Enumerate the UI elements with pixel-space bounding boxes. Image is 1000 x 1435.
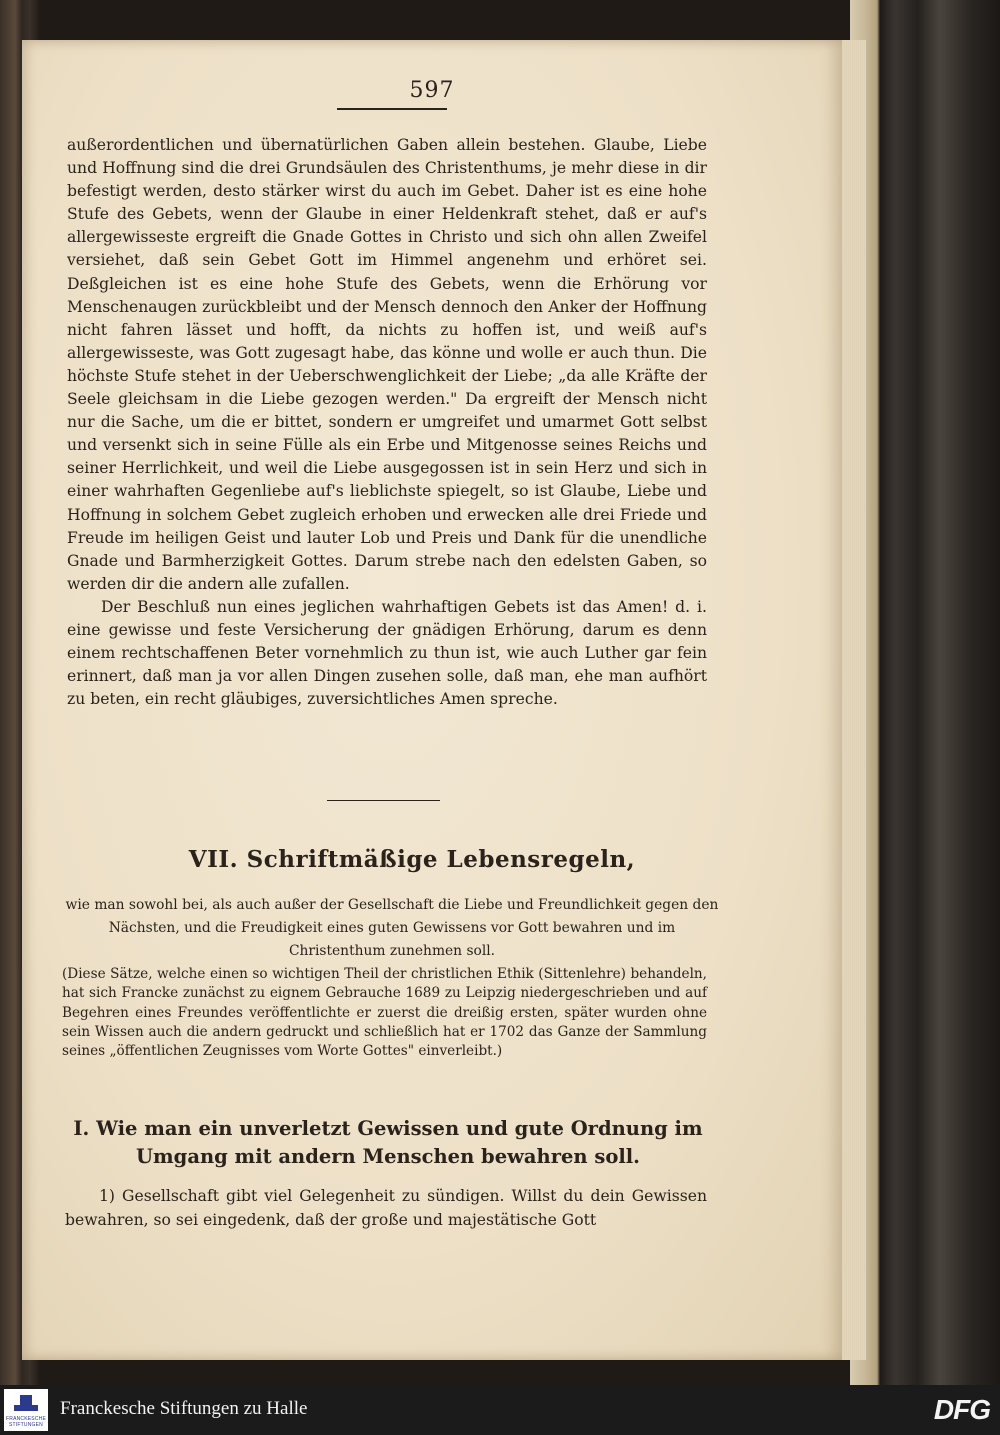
franckesche-logo-icon[interactable]	[4, 1389, 48, 1431]
book-spine	[850, 0, 1000, 1385]
body-text	[67, 134, 707, 711]
logo-mark-icon	[20, 1395, 32, 1411]
page-edges	[840, 40, 866, 1360]
paragraph-2: Der Beschluß nun eines jeglichen wahrhaftigen Gebets ist das Amen! d. i. eine gewisse und feste Versicherung der gnädigen Erhörung, darum es denn einem rechtschaffenen Beter vornehmlich zu thun ist, wie auch Luther gar fein erinnert, daß man ja vor allen Dingen zusehen solle, daß man, ehe man aufhört zu beten, ein recht gläubiges, zuversichtliches Amen spreche.	[67, 597, 707, 709]
logo-text: FRANCKESCHE STIFTUNGEN	[6, 1416, 46, 1428]
section-paragraph: 1) Gesellschaft gibt viel Gelegenheit zu sündigen. Willst du dein Gewissen bewahren, so sei eingedenk, daß der große und majestätische Gott	[65, 1187, 707, 1229]
chapter-title: VII. Schriftmäßige Lebensregeln,	[188, 846, 636, 873]
dfg-logo[interactable]: DFG	[933, 1394, 990, 1425]
page-number-rule	[337, 108, 447, 110]
page-number: 597	[409, 78, 455, 103]
viewer-footer	[0, 1385, 1000, 1435]
paragraph-1: außerordentlichen und übernatürlichen Gaben allein bestehen. Glaube, Liebe und Hoffnung sind die drei Grundsäulen des Christenthums, je mehr diese in dir befestigt werden, desto stärker wirst du auch im Gebet. Daher ist es eine hohe Stufe des Gebets, wenn der Glaube in einer Heldenkraft stehet, daß er auf's allergewisseste ergreift die Gnade Gottes in Christo und sich ohn allen Zweifel versiehet, daß sein Gebet Gott im Himmel angenehm und erhöret sei. Deßgleichen ist es eine hohe Stufe des Gebets, wenn die Erhörung vor Menschenaugen zurückbleibt und der Mensch dennoch den Anker der Hoffnung nicht fahren lässet und hofft, da nichts zu hoffen ist, und weiß auf's allergewisseste, was Gott zugesagt habe, das könne und wolle er auch thun. Die höchste Stufe stehet in der Ueberschwenglichkeit der Liebe; „da alle Kräfte der Seele gleichsam in die Liebe gezogen werden." Da ergreift der Mensch nicht nur die Sache, um die er bittet, sondern er umgreifet und umarmet Gott selbst und versenkt sich in seine Fülle als ein Erbe und Mitgenosse seines Reichs und seiner Herrlichkeit, und weil die Liebe ausgegossen ist in sein Herz und sich in einer wahrhaften Gegenliebe auf's lieblichste spiegelt, so ist Glaube, Liebe und Hoffnung in solchem Gebet zugleich erhoben und erwecken alle drei Friede und Freude im heiligen Geist und lauter Lob und Preis und Dank für die unendliche Gnade und Barmherzigkeit Gottes. Darum strebe nach den edelsten Gaben, so werden dir die andern alle zufallen.	[67, 136, 707, 593]
chapter-note: (Diese Sätze, welche einen so wichtigen Theil der christlichen Ethik (Sittenlehre) behandeln, hat sich Francke zunächst zu eignem Gebrauche 1689 zu Leipzig niedergeschrieben und auf Begehren eines Freundes veröffentlichte er zuerst die dreißig ersten, später wurden ohne sein Wissen auch die andern gedruckt und schließlich hat er 1702 das Ganze der Sammlung seines „öffentlichen Zeugnisses vom Worte Gottes" einverleibt.)	[62, 966, 707, 1060]
chapter-subtitle: wie man sowohl bei, als auch außer der Gesellschaft die Liebe und Freundlichkeit gegen den Nächsten, und die Freudigkeit eines guten Gewissens vor Gott bewahren und im Christenthum zunehmen soll.	[65, 897, 719, 959]
separator-rule	[327, 800, 440, 801]
book-page	[22, 40, 842, 1360]
section-body	[65, 1185, 707, 1232]
institution-name[interactable]: Franckesche Stiftungen zu Halle	[60, 1398, 308, 1419]
section-title: I. Wie man ein unverletzt Gewissen und gute Ordnung im Umgang mit andern Menschen bewahren soll.	[73, 1117, 703, 1168]
